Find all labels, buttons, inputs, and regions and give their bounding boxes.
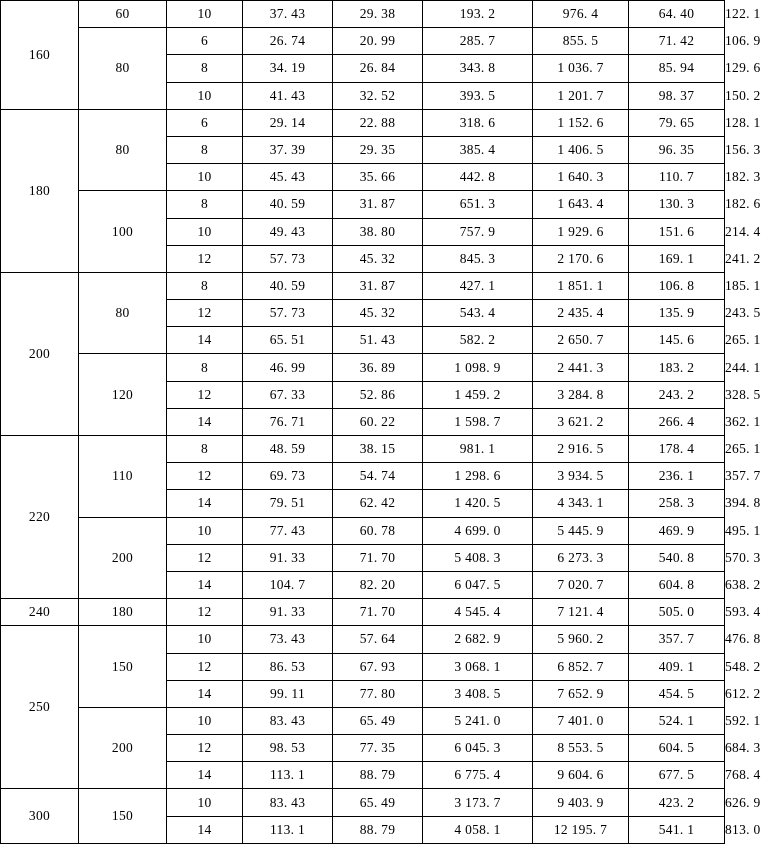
cell-value-1: 99. 11 (243, 680, 333, 707)
cell-thickness: 10 (167, 789, 243, 816)
cell-value-2: 67. 93 (333, 653, 423, 680)
cell-thickness: 14 (167, 762, 243, 789)
cell-thickness: 14 (167, 327, 243, 354)
cell-thickness: 12 (167, 544, 243, 571)
cell-value-1: 41. 43 (243, 82, 333, 109)
cell-value-2: 45. 32 (333, 300, 423, 327)
cell-value-4: 2 650. 7 (533, 327, 629, 354)
cell-thickness: 10 (167, 707, 243, 734)
cell-value-2: 60. 78 (333, 517, 423, 544)
cell-value-3: 3 068. 1 (423, 653, 533, 680)
cell-size-b: 150 (79, 789, 167, 843)
cell-value-1: 86. 53 (243, 653, 333, 680)
cell-thickness: 14 (167, 816, 243, 843)
cell-value-1: 67. 33 (243, 381, 333, 408)
cell-value-3: 343. 8 (423, 55, 533, 82)
cell-value-3: 3 408. 5 (423, 680, 533, 707)
cell-value-2: 35. 66 (333, 164, 423, 191)
cell-value-5: 409. 1 (629, 653, 725, 680)
cell-value-4: 3 284. 8 (533, 381, 629, 408)
cell-thickness: 6 (167, 109, 243, 136)
table-row: 12 67. 33 52. 86 1 459. 2 3 284. 8 243. 2 328. 5 (1, 381, 725, 408)
cell-value-4: 8 553. 5 (533, 735, 629, 762)
table-body (1, 1, 761, 844)
cell-value-2: 62. 42 (333, 490, 423, 517)
cell-value-2: 20. 99 (333, 28, 423, 55)
cell-value-1: 37. 39 (243, 136, 333, 163)
cell-thickness: 14 (167, 680, 243, 707)
table-row: 100 8 40. 59 31. 87 651. 3 1 643. 4 130. 3 182. 6 (1, 191, 725, 218)
table-row: 10 49. 43 38. 80 757. 9 1 929. 6 151. 6 214. 4 (1, 218, 725, 245)
cell-value-5: 505. 0 (629, 599, 725, 626)
table-row: 12 57. 73 45. 32 543. 4 2 435. 4 135. 9 243. 5 (1, 300, 725, 327)
cell-value-4: 1 152. 6 (533, 109, 629, 136)
cell-value-2: 65. 49 (333, 707, 423, 734)
cell-value-5: 524. 1 (629, 707, 725, 734)
cell-size-a: 180 (1, 109, 79, 272)
cell-value-1: 57. 73 (243, 300, 333, 327)
table-row: 240 180 12 91. 33 71. 70 4 545. 4 7 121. 4 505. 0 593. 4 (1, 599, 725, 626)
cell-thickness: 14 (167, 490, 243, 517)
cell-value-5: 135. 9 (629, 300, 725, 327)
cell-value-5: 64. 40 (629, 1, 725, 28)
cell-thickness: 10 (167, 82, 243, 109)
cell-value-3: 1 459. 2 (423, 381, 533, 408)
cell-value-3: 4 545. 4 (423, 599, 533, 626)
cell-value-3: 582. 2 (423, 327, 533, 354)
cell-value-3: 5 241. 0 (423, 707, 533, 734)
cell-value-2: 60. 22 (333, 408, 423, 435)
cell-value-1: 113. 1 (243, 816, 333, 843)
cell-value-2: 38. 15 (333, 436, 423, 463)
cell-value-1: 69. 73 (243, 463, 333, 490)
cell-size-a: 200 (1, 272, 79, 435)
cell-size-b: 60 (79, 1, 167, 28)
cell-value-4: 2 441. 3 (533, 354, 629, 381)
cell-value-4: 7 652. 9 (533, 680, 629, 707)
cell-value-5: 96. 35 (629, 136, 725, 163)
cell-value-1: 76. 71 (243, 408, 333, 435)
cell-size-a: 300 (1, 789, 79, 843)
cell-thickness: 12 (167, 245, 243, 272)
cell-value-3: 6 775. 4 (423, 762, 533, 789)
cell-thickness: 10 (167, 218, 243, 245)
cell-value-5: 541. 1 (629, 816, 725, 843)
cell-value-1: 91. 33 (243, 544, 333, 571)
cell-value-1: 40. 59 (243, 272, 333, 299)
cell-value-1: 46. 99 (243, 354, 333, 381)
table-row: 14 113. 1 88. 79 6 775. 4 9 604. 6 677. 5 768. 4 (1, 762, 725, 789)
cell-thickness: 12 (167, 653, 243, 680)
cell-value-3: 1 098. 9 (423, 354, 533, 381)
cell-value-5: 423. 2 (629, 789, 725, 816)
cell-value-1: 34. 19 (243, 55, 333, 82)
cell-value-4: 1 036. 7 (533, 55, 629, 82)
cell-value-4: 1 929. 6 (533, 218, 629, 245)
cell-value-2: 88. 79 (333, 816, 423, 843)
cell-value-2: 52. 86 (333, 381, 423, 408)
cell-value-3: 757. 9 (423, 218, 533, 245)
cell-value-4: 1 201. 7 (533, 82, 629, 109)
cell-thickness: 12 (167, 735, 243, 762)
cell-thickness: 8 (167, 436, 243, 463)
cell-value-4: 5 960. 2 (533, 626, 629, 653)
table-row: 14 76. 71 60. 22 1 598. 7 3 621. 2 266. 4 362. 1 (1, 408, 725, 435)
cell-value-2: 31. 87 (333, 272, 423, 299)
cell-value-2: 26. 84 (333, 55, 423, 82)
cell-value-4: 7 401. 0 (533, 707, 629, 734)
table-row: 12 69. 73 54. 74 1 298. 6 3 934. 5 236. 1 357. 7 (1, 463, 725, 490)
cell-value-3: 845. 3 (423, 245, 533, 272)
cell-value-3: 193. 2 (423, 1, 533, 28)
cell-value-5: 469. 9 (629, 517, 725, 544)
table-row: 14 113. 1 88. 79 4 058. 1 12 195. 7 541. 1 813. 0 (1, 816, 725, 843)
cell-value-4: 5 445. 9 (533, 517, 629, 544)
cell-value-4: 2 170. 6 (533, 245, 629, 272)
cell-value-2: 65. 49 (333, 789, 423, 816)
cell-value-1: 73. 43 (243, 626, 333, 653)
cell-thickness: 8 (167, 354, 243, 381)
cell-value-2: 36. 89 (333, 354, 423, 381)
cell-value-2: 51. 43 (333, 327, 423, 354)
cell-value-5: 604. 5 (629, 735, 725, 762)
cell-value-5: 454. 5 (629, 680, 725, 707)
table-row: 14 79. 51 62. 42 1 420. 5 4 343. 1 258. 3 394. 8 (1, 490, 725, 517)
cell-value-5: 236. 1 (629, 463, 725, 490)
table-row: 300 150 10 83. 43 65. 49 3 173. 7 9 403. 9 423. 2 626. 9 (1, 789, 725, 816)
cell-thickness: 12 (167, 463, 243, 490)
cell-value-3: 1 598. 7 (423, 408, 533, 435)
cell-value-4: 4 343. 1 (533, 490, 629, 517)
cell-value-1: 29. 14 (243, 109, 333, 136)
cell-size-b: 80 (79, 28, 167, 110)
table-row: 14 99. 11 77. 80 3 408. 5 7 652. 9 454. 5 612. 2 (1, 680, 725, 707)
cell-value-3: 6 045. 3 (423, 735, 533, 762)
cell-value-5: 540. 8 (629, 544, 725, 571)
cell-size-b: 80 (79, 109, 167, 191)
cell-value-4: 2 916. 5 (533, 436, 629, 463)
cell-value-1: 26. 74 (243, 28, 333, 55)
cell-size-b: 200 (79, 517, 167, 599)
cell-value-1: 49. 43 (243, 218, 333, 245)
cell-value-4: 9 604. 6 (533, 762, 629, 789)
cell-thickness: 12 (167, 599, 243, 626)
cell-value-2: 77. 80 (333, 680, 423, 707)
cell-value-5: 145. 6 (629, 327, 725, 354)
cell-value-5: 243. 2 (629, 381, 725, 408)
cell-value-2: 57. 64 (333, 626, 423, 653)
cell-value-1: 77. 43 (243, 517, 333, 544)
cell-value-4: 9 403. 9 (533, 789, 629, 816)
table-row: 80 6 26. 74 20. 99 285. 7 855. 5 71. 42 106. 9 (1, 28, 725, 55)
cell-value-3: 385. 4 (423, 136, 533, 163)
cell-value-4: 1 406. 5 (533, 136, 629, 163)
cell-value-5: 357. 7 (629, 626, 725, 653)
table-row: 250 150 10 73. 43 57. 64 2 682. 9 5 960. 2 357. 7 476. 8 (1, 626, 725, 653)
cell-value-5: 266. 4 (629, 408, 725, 435)
cell-thickness: 8 (167, 272, 243, 299)
cell-value-5: 130. 3 (629, 191, 725, 218)
table-row: 8 37. 39 29. 35 385. 4 1 406. 5 96. 35 156. 3 (1, 136, 725, 163)
cell-value-1: 91. 33 (243, 599, 333, 626)
cell-value-4: 6 273. 3 (533, 544, 629, 571)
cell-value-2: 71. 70 (333, 599, 423, 626)
cell-value-5: 98. 37 (629, 82, 725, 109)
cell-size-b: 80 (79, 272, 167, 354)
cell-value-1: 113. 1 (243, 762, 333, 789)
cell-size-b: 120 (79, 354, 167, 436)
cell-value-5: 110. 7 (629, 164, 725, 191)
cell-value-3: 427. 1 (423, 272, 533, 299)
cell-value-3: 285. 7 (423, 28, 533, 55)
cell-thickness: 12 (167, 300, 243, 327)
table-row: 8 34. 19 26. 84 343. 8 1 036. 7 85. 94 129. 6 (1, 55, 725, 82)
cell-value-1: 40. 59 (243, 191, 333, 218)
cell-size-b: 200 (79, 707, 167, 789)
table-row: 200 80 8 40. 59 31. 87 427. 1 1 851. 1 106. 8 185. 1 (1, 272, 725, 299)
cell-size-a: 250 (1, 626, 79, 789)
cell-value-2: 45. 32 (333, 245, 423, 272)
cell-value-1: 104. 7 (243, 571, 333, 598)
cell-value-3: 543. 4 (423, 300, 533, 327)
cell-value-3: 442. 8 (423, 164, 533, 191)
cell-thickness: 8 (167, 136, 243, 163)
table-row: 160 60 10 37. 43 29. 38 193. 2 976. 4 64. 40 122. 1 (1, 1, 725, 28)
cell-size-a: 160 (1, 1, 79, 110)
cell-value-3: 981. 1 (423, 436, 533, 463)
cell-value-1: 83. 43 (243, 707, 333, 734)
cell-value-4: 3 934. 5 (533, 463, 629, 490)
cell-value-3: 1 298. 6 (423, 463, 533, 490)
table-row: 14 104. 7 82. 20 6 047. 5 7 020. 7 604. 8 638. 2 (1, 571, 725, 598)
cell-thickness: 10 (167, 626, 243, 653)
cell-size-b: 180 (79, 599, 167, 626)
cell-value-2: 22. 88 (333, 109, 423, 136)
cell-value-4: 1 851. 1 (533, 272, 629, 299)
cell-value-3: 318. 6 (423, 109, 533, 136)
cell-value-1: 57. 73 (243, 245, 333, 272)
cell-value-1: 48. 59 (243, 436, 333, 463)
cell-thickness: 10 (167, 164, 243, 191)
cell-value-2: 29. 38 (333, 1, 423, 28)
table-row: 12 91. 33 71. 70 5 408. 3 6 273. 3 540. 8 570. 3 (1, 544, 725, 571)
cell-value-2: 54. 74 (333, 463, 423, 490)
cell-size-b: 100 (79, 191, 167, 273)
cell-value-4: 1 643. 4 (533, 191, 629, 218)
cell-value-3: 5 408. 3 (423, 544, 533, 571)
cell-size-b: 110 (79, 436, 167, 518)
cell-value-1: 37. 43 (243, 1, 333, 28)
cell-value-2: 38. 80 (333, 218, 423, 245)
cell-value-5: 178. 4 (629, 436, 725, 463)
cell-value-3: 1 420. 5 (423, 490, 533, 517)
cell-value-5: 169. 1 (629, 245, 725, 272)
cell-value-3: 4 699. 0 (423, 517, 533, 544)
cell-value-4: 6 852. 7 (533, 653, 629, 680)
cell-value-2: 82. 20 (333, 571, 423, 598)
table-row: 220 110 8 48. 59 38. 15 981. 1 2 916. 5 178. 4 265. 1 (1, 436, 725, 463)
cell-value-1: 83. 43 (243, 789, 333, 816)
cell-value-3: 6 047. 5 (423, 571, 533, 598)
cell-value-3: 4 058. 1 (423, 816, 533, 843)
cell-value-3: 2 682. 9 (423, 626, 533, 653)
cell-value-1: 45. 43 (243, 164, 333, 191)
cell-value-1: 79. 51 (243, 490, 333, 517)
cell-thickness: 12 (167, 381, 243, 408)
cell-value-2: 32. 52 (333, 82, 423, 109)
cell-thickness: 10 (167, 1, 243, 28)
cell-value-4: 3 621. 2 (533, 408, 629, 435)
cell-value-5: 258. 3 (629, 490, 725, 517)
cell-value-4: 2 435. 4 (533, 300, 629, 327)
table-row: 12 86. 53 67. 93 3 068. 1 6 852. 7 409. 1 548. 2 (1, 653, 725, 680)
cell-value-5: 79. 65 (629, 109, 725, 136)
cell-thickness: 14 (167, 408, 243, 435)
cell-value-4: 7 121. 4 (533, 599, 629, 626)
cell-value-5: 106. 8 (629, 272, 725, 299)
cell-value-2: 77. 35 (333, 735, 423, 762)
cell-value-4: 12 195. 7 (533, 816, 629, 843)
cell-value-3: 651. 3 (423, 191, 533, 218)
table-row: 10 41. 43 32. 52 393. 5 1 201. 7 98. 37 150. 2 (1, 82, 725, 109)
cell-size-a: 240 (1, 599, 79, 626)
cell-value-5: 85. 94 (629, 55, 725, 82)
table-row: 14 65. 51 51. 43 582. 2 2 650. 7 145. 6 265. 1 (1, 327, 725, 354)
cell-value-5: 71. 42 (629, 28, 725, 55)
cell-value-5: 183. 2 (629, 354, 725, 381)
cell-thickness: 6 (167, 28, 243, 55)
table-row: 120 8 46. 99 36. 89 1 098. 9 2 441. 3 183. 2 244. 1 (1, 354, 725, 381)
table-row: 10 45. 43 35. 66 442. 8 1 640. 3 110. 7 182. 3 (1, 164, 725, 191)
cell-thickness: 8 (167, 55, 243, 82)
table-row: 180 80 6 29. 14 22. 88 318. 6 1 152. 6 79. 65 128. 1 (1, 109, 725, 136)
cell-thickness: 10 (167, 517, 243, 544)
cell-size-b: 150 (79, 626, 167, 708)
cell-value-4: 976. 4 (533, 1, 629, 28)
cell-size-a: 220 (1, 436, 79, 599)
cell-value-3: 393. 5 (423, 82, 533, 109)
cell-value-2: 31. 87 (333, 191, 423, 218)
cell-value-4: 1 640. 3 (533, 164, 629, 191)
cell-value-1: 65. 51 (243, 327, 333, 354)
table-row: 12 57. 73 45. 32 845. 3 2 170. 6 169. 1 241. 2 (1, 245, 725, 272)
cell-value-1: 98. 53 (243, 735, 333, 762)
cell-value-4: 7 020. 7 (533, 571, 629, 598)
cell-value-2: 71. 70 (333, 544, 423, 571)
cell-value-5: 151. 6 (629, 218, 725, 245)
cell-value-5: 677. 5 (629, 762, 725, 789)
cell-value-2: 29. 35 (333, 136, 423, 163)
cell-value-4: 855. 5 (533, 28, 629, 55)
cell-value-3: 3 173. 7 (423, 789, 533, 816)
cell-value-2: 88. 79 (333, 762, 423, 789)
cell-thickness: 8 (167, 191, 243, 218)
table-row: 200 10 77. 43 60. 78 4 699. 0 5 445. 9 469. 9 495. 1 (1, 517, 725, 544)
cell-value-5: 604. 8 (629, 571, 725, 598)
table-row: 12 98. 53 77. 35 6 045. 3 8 553. 5 604. 5 684. 3 (1, 735, 725, 762)
cell-thickness: 14 (167, 571, 243, 598)
table-row: 200 10 83. 43 65. 49 5 241. 0 7 401. 0 524. 1 592. 1 (1, 707, 725, 734)
